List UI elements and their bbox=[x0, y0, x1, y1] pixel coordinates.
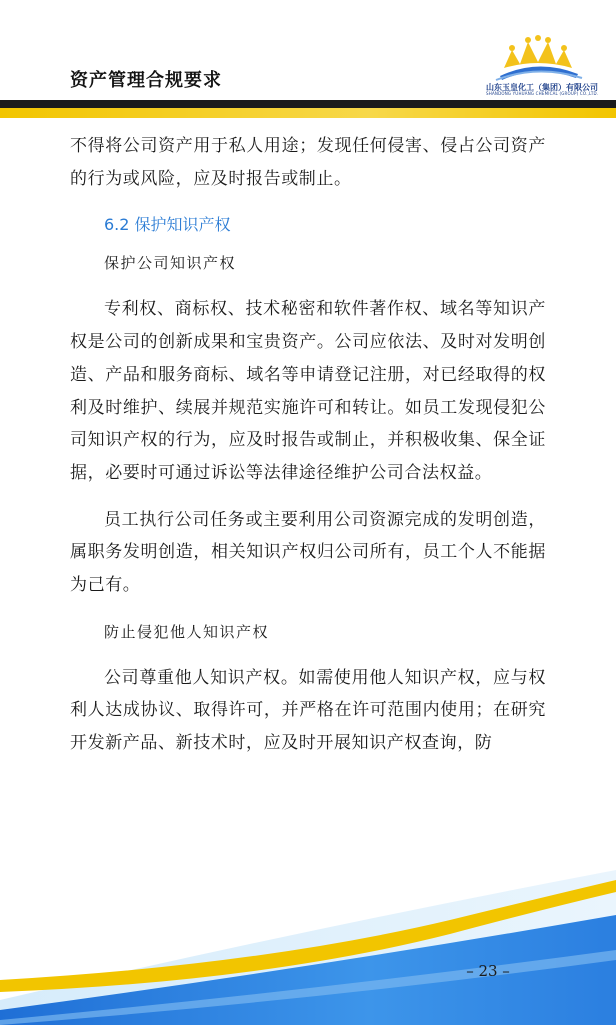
paragraph-respect-ip: 公司尊重他人知识产权。如需使用他人知识产权，应与权利人达成协议、取得许可，并严格在许可范围内使用；在研究开发新产品、新技术时，应及时开展知识产权查询，防 bbox=[70, 667, 546, 754]
paragraph-ip-rights: 专利权、商标权、技术秘密和软件著作权、域名等知识产权是公司的创新成果和宝贵资产。公司应依法、及时对发明创造、产品和服务商标、域名等申请登记注册，对已经取得的权利及时维护、续展并规范实施许可和转让。如员工发现侵犯公司知识产权的行为，应及时报告或制止，并积极收集、保全证据，必要时可通过诉讼等法律途径维护公司合法权益。 bbox=[70, 299, 546, 483]
header-divider-gold bbox=[0, 108, 616, 118]
page-content bbox=[70, 130, 546, 760]
paragraph-asset-use: 不得将公司资产用于私人用途；发现任何侵害、侵占公司资产的行为或风险，应及时报告或制止。 bbox=[70, 136, 546, 189]
crown-icon bbox=[486, 34, 590, 82]
header-divider-dark bbox=[0, 100, 616, 108]
logo-company-name: 山东玉皇化工（集团）有限公司 bbox=[486, 83, 598, 92]
header-title: 资产管理合规要求 bbox=[70, 70, 222, 91]
company-logo bbox=[486, 34, 599, 96]
page-number: – 23 – bbox=[466, 962, 510, 980]
footer-wave-decoration bbox=[0, 860, 616, 1025]
subheading-protect-ip: 保护公司知识产权 bbox=[104, 254, 237, 273]
section-heading: 6.2 保护知识产权 bbox=[104, 215, 231, 235]
logo-company-english: SHANDONG YUHUANG CHEMICAL (GROUP) CO.,LTD. bbox=[486, 91, 599, 96]
subheading-avoid-infringement: 防止侵犯他人知识产权 bbox=[104, 622, 270, 641]
paragraph-service-inventions: 员工执行公司任务或主要利用公司资源完成的发明创造，属职务发明创造，相关知识产权归公司所有，员工个人不能据为己有。 bbox=[70, 509, 546, 596]
